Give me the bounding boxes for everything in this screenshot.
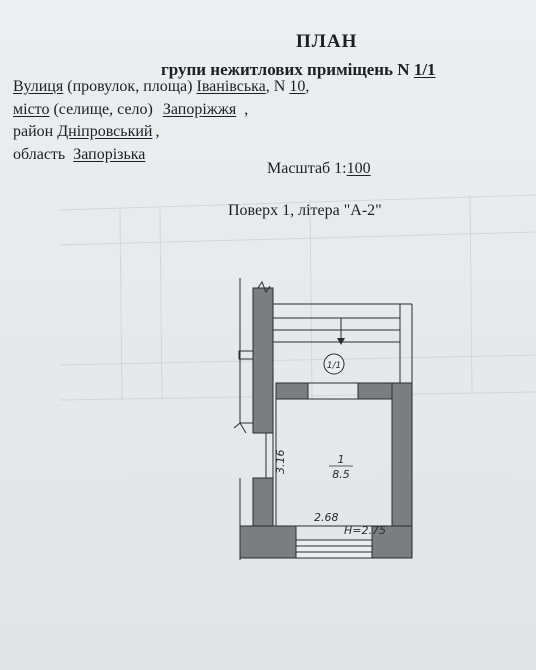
scale-value: 100 [346, 160, 371, 177]
bottom-window [296, 540, 372, 558]
room-outline [276, 399, 392, 526]
city-options: (селище, село) [53, 101, 153, 118]
region-line [13, 146, 145, 164]
district-label: район [13, 123, 54, 140]
city-label: місто [13, 101, 50, 118]
staircase [273, 304, 412, 383]
room-marker-label: 1/1 [326, 361, 342, 371]
floor-plan-drawing [226, 278, 426, 568]
left-wall-upper [253, 288, 273, 433]
street-value: Іванівська [196, 78, 266, 95]
floor-label: Поверх 1, літера "А-2" [228, 202, 382, 219]
ceiling-height: H=2.75 [344, 524, 386, 537]
room-area: 8.5 [332, 468, 350, 481]
left-window [239, 351, 253, 359]
street-line [13, 78, 309, 96]
width-dimension: 2.68 [314, 511, 339, 524]
district-suffix: , [155, 123, 160, 140]
street-label: Вулиця [13, 78, 64, 95]
region-value: Запорізька [73, 146, 146, 163]
city-value: Запоріжжя [162, 101, 237, 118]
district-value: Дніпровський [57, 123, 153, 140]
number-prefix: , N [265, 78, 286, 95]
number-suffix: , [305, 78, 310, 95]
document-title: ПЛАН [296, 31, 358, 52]
district-line [13, 123, 159, 141]
group-number: 1/1 [413, 60, 436, 79]
building-number: 10 [289, 78, 306, 95]
street-options: (провулок, площа) [67, 78, 193, 95]
region-label: область [13, 146, 66, 163]
city-suffix: , [244, 101, 249, 118]
scale-line [267, 160, 371, 178]
room-number: 1 [337, 453, 345, 466]
bottom-wall-left [240, 526, 296, 558]
city-line [13, 101, 248, 119]
break-mark-side [234, 423, 246, 433]
document-subtitle [161, 60, 436, 80]
subtitle-prefix: групи нежитлових приміщень N [161, 60, 410, 79]
scale-label: Масштаб 1: [267, 160, 347, 177]
top-wall-left [276, 383, 308, 399]
height-dimension: 3.16 [274, 449, 287, 474]
